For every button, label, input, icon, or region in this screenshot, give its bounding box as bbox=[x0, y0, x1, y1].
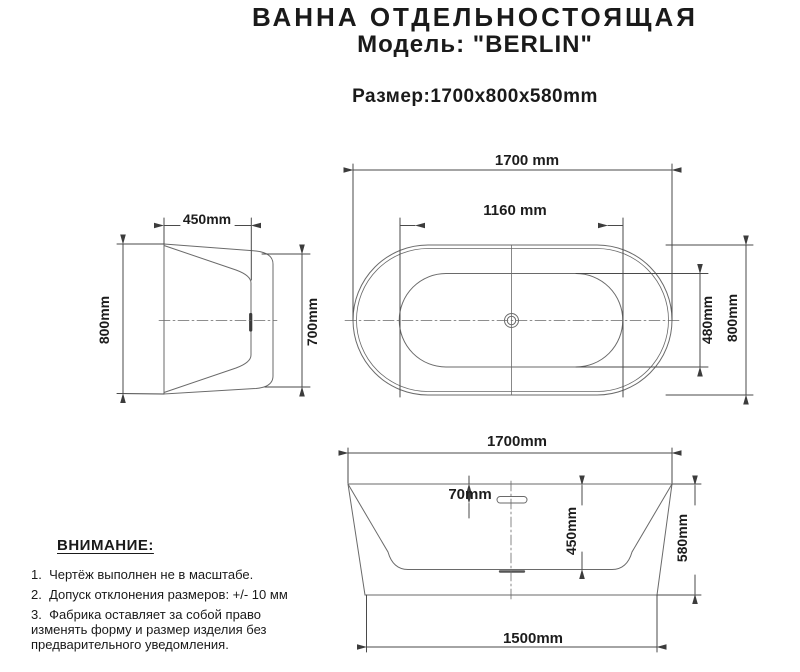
top-view-width-label: 800mm bbox=[724, 293, 740, 343]
model-title: Модель: "BERLIN" bbox=[357, 31, 593, 58]
end-view-top-width-label: 450mm bbox=[182, 211, 232, 227]
warning-line-3: 3. Фабрика оставляет за собой право bbox=[31, 607, 262, 622]
top-view-inner-rim bbox=[357, 249, 669, 392]
front-view-outer-left bbox=[348, 484, 365, 595]
top-view-outer-rim bbox=[353, 245, 672, 395]
end-view-drawing bbox=[159, 244, 277, 394]
warning-line-4: изменять форму и размер изделия без bbox=[31, 622, 267, 637]
warning-heading: ВНИМАНИЕ: bbox=[57, 537, 154, 554]
warning-block bbox=[31, 538, 331, 652]
end-view-inner-bottom bbox=[164, 331, 251, 393]
front-view-overflow-label: 70mm bbox=[448, 486, 492, 503]
warning-line-2: 2. Допуск отклонения размеров: +/- 10 мм bbox=[31, 587, 288, 602]
top-view-drawing bbox=[345, 245, 680, 395]
top-view-inner-length-label: 1160 mm bbox=[483, 202, 547, 219]
front-view-dimensions bbox=[348, 448, 701, 652]
front-view-height-label: 580mm bbox=[674, 513, 690, 563]
front-view-outer-right bbox=[657, 484, 672, 595]
end-view-outline bbox=[164, 244, 273, 394]
top-view-length-label: 1700 mm bbox=[494, 152, 560, 169]
end-view-inner-top bbox=[164, 246, 251, 316]
end-view-dimensions bbox=[117, 218, 310, 394]
top-view-inner-width-label: 480mm bbox=[699, 295, 715, 345]
warning-line-5: предварительного уведомления. bbox=[31, 637, 229, 652]
warning-line-1: 1. Чертёж выполнен не в масштабе. bbox=[31, 567, 254, 582]
front-view-inner-left bbox=[348, 484, 408, 570]
end-view-right-height-label: 700mm bbox=[304, 297, 320, 347]
end-view-left-height-label: 800mm bbox=[96, 295, 112, 345]
front-view-drawing bbox=[348, 481, 672, 601]
size-subtitle: Размер:1700x800x580mm bbox=[352, 86, 598, 107]
page-title: ВАННА ОТДЕЛЬНОСТОЯЩАЯ bbox=[252, 2, 698, 32]
top-view-dimensions bbox=[353, 164, 753, 397]
front-view-overflow-slot bbox=[497, 497, 527, 504]
front-view-depth-label: 450mm bbox=[563, 506, 579, 556]
front-view-inner-right bbox=[612, 484, 672, 570]
front-view-base-length-label: 1500mm bbox=[502, 630, 564, 647]
front-view-length-label: 1700mm bbox=[486, 433, 548, 450]
